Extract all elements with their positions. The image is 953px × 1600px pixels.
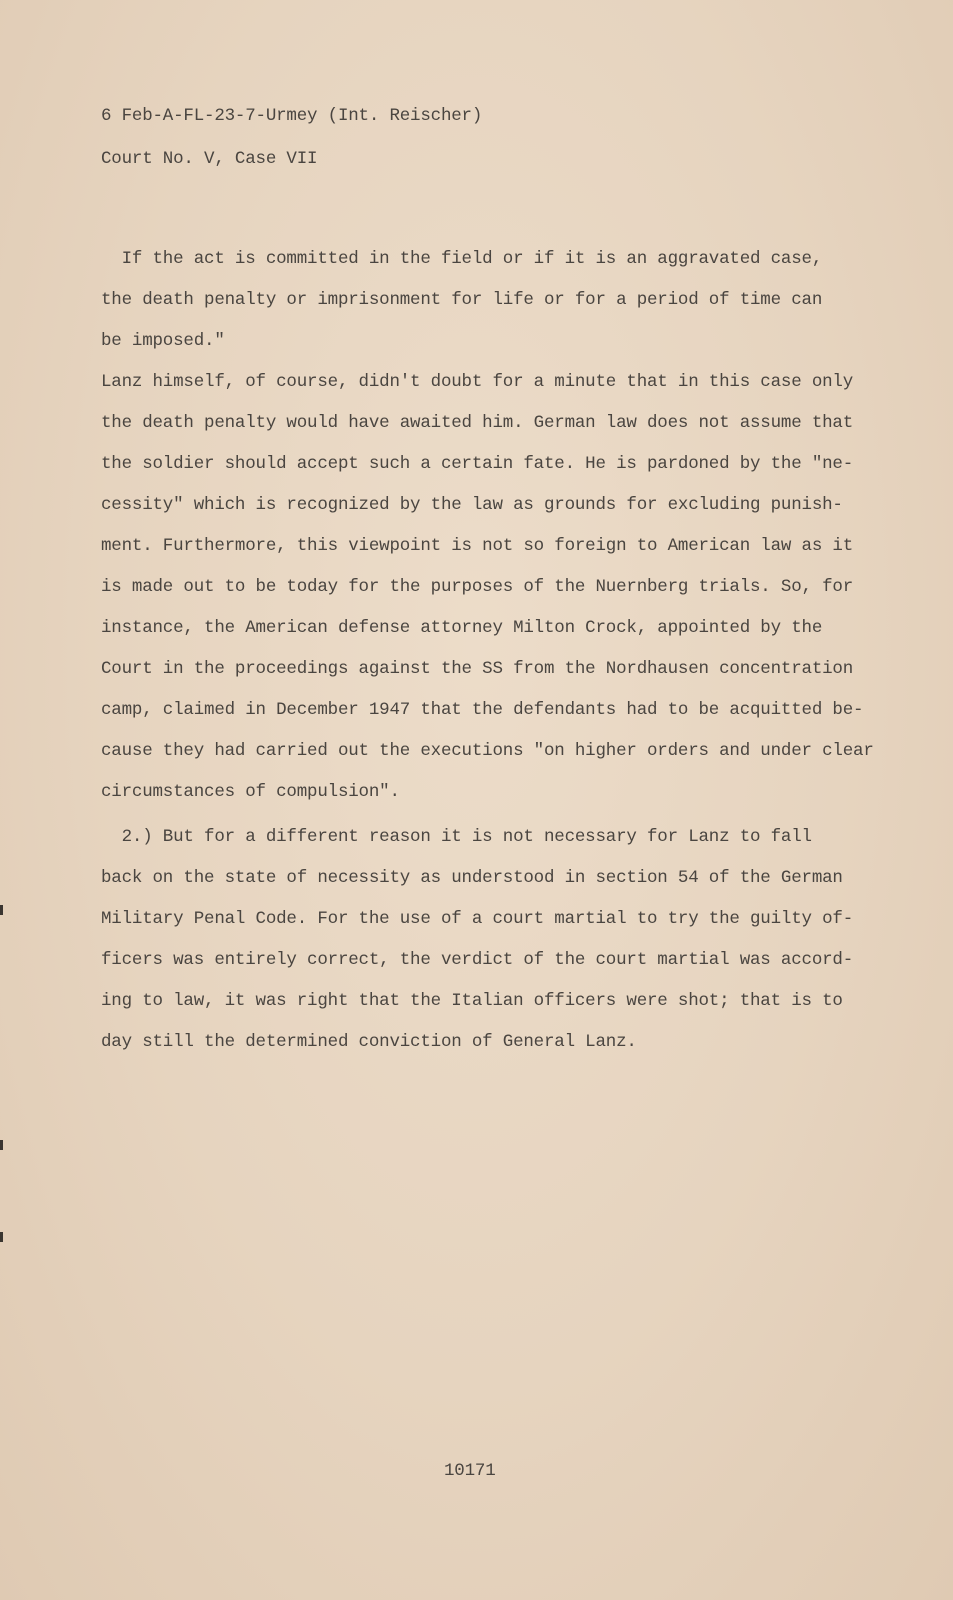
body-line: cessity" which is recognized by the law as grounds for excluding punish-	[101, 495, 843, 515]
document-reference-header: 6 Feb-A-FL-23-7-Urmey (Int. Reischer)	[101, 106, 483, 126]
body-line: instance, the American defense attorney Milton Crock, appointed by the	[101, 618, 823, 638]
body-line: cause they had carried out the executions "on higher orders and under clear	[101, 741, 874, 761]
body-line: Court in the proceedings against the SS from the Nordhausen concentration	[101, 659, 854, 679]
body-line: ing to law, it was right that the Italian officers were shot; that is to	[101, 991, 843, 1011]
body-line: is made out to be today for the purposes of the Nuernberg trials. So, for	[101, 577, 854, 597]
body-line: ficers was entirely correct, the verdict of the court martial was accord-	[101, 950, 854, 970]
body-line: circumstances of compulsion".	[101, 782, 400, 802]
body-line: the soldier should accept such a certain fate. He is pardoned by the "ne-	[101, 454, 854, 474]
page-number: 10171	[444, 1461, 496, 1481]
binding-mark	[0, 905, 3, 915]
body-line: Military Penal Code. For the use of a court martial to try the guilty of-	[101, 909, 854, 929]
binding-mark	[0, 1140, 3, 1150]
body-line: If the act is committed in the field or if it is an aggravated case,	[101, 249, 823, 269]
body-line: camp, claimed in December 1947 that the defendants had to be acquitted be-	[101, 700, 864, 720]
body-line: 2.) But for a different reason it is not necessary for Lanz to fall	[101, 827, 812, 847]
body-line: the death penalty or imprisonment for life or for a period of time can	[101, 290, 823, 310]
body-line: be imposed."	[101, 331, 225, 351]
body-line: back on the state of necessity as understood in section 54 of the German	[101, 868, 843, 888]
body-line: the death penalty would have awaited him. German law does not assume that	[101, 413, 854, 433]
court-case-header: Court No. V, Case VII	[101, 149, 318, 169]
body-line: Lanz himself, of course, didn't doubt for a minute that in this case only	[101, 372, 854, 392]
body-line: ment. Furthermore, this viewpoint is not so foreign to American law as it	[101, 536, 854, 556]
binding-mark	[0, 1232, 3, 1242]
body-line: day still the determined conviction of General Lanz.	[101, 1032, 637, 1052]
